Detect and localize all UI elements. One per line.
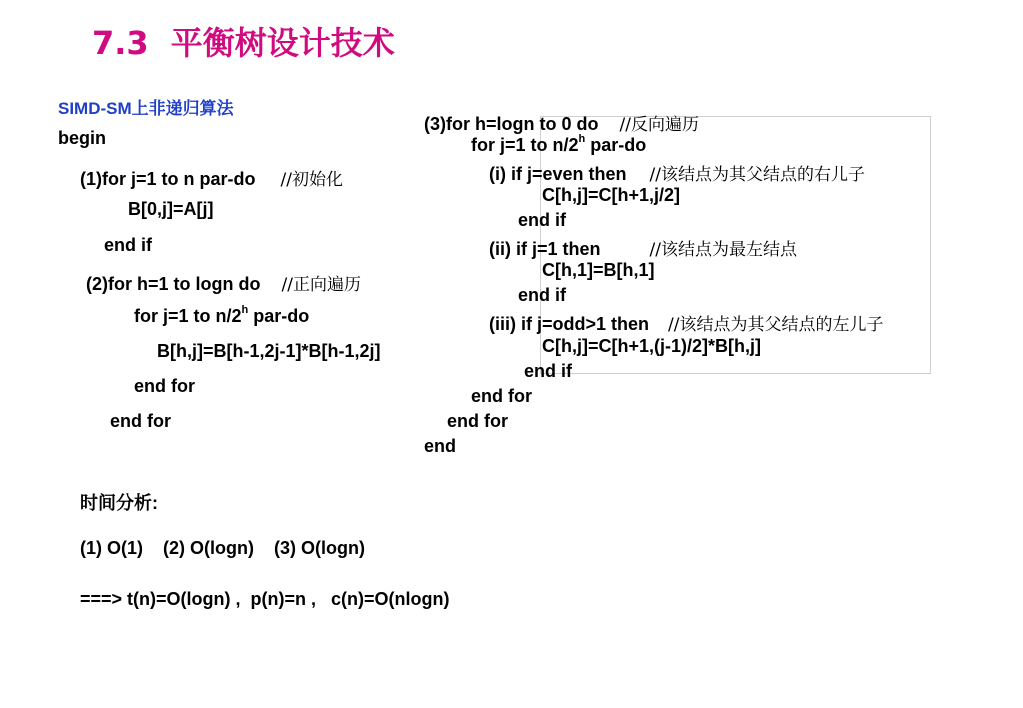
section-title: 平衡树设计技术 — [170, 24, 395, 62]
step3-comment: //反向遍历 — [619, 115, 699, 135]
code-step1 — [80, 165, 343, 190]
code-assign-bh: B[h,j]=B[h-1,2j-1]*B[h-1,2j] — [157, 341, 381, 361]
for-inner-right-post: par-do — [585, 135, 647, 155]
algorithm-subtitle: SIMD-SM上非递归算法 — [58, 99, 234, 118]
step3-text: (3)for h=logn to 0 do — [424, 114, 599, 134]
code-assign2: C[h,1]=B[h,1] — [542, 260, 655, 280]
code-end: end — [424, 436, 457, 456]
code-endfor-inner-right: end for — [471, 386, 532, 406]
code-step3 — [424, 110, 699, 135]
for-inner-right-sup: h — [578, 133, 586, 145]
code-case1 — [489, 160, 865, 185]
code-assign3: C[h,j]=C[h+1,(j-1)/2]*B[h,j] — [542, 336, 761, 356]
page-title — [92, 18, 395, 64]
code-endif3: end if — [524, 361, 572, 381]
code-for-inner-left — [134, 306, 309, 327]
code-endif-left: end if — [104, 235, 152, 255]
for-inner-post: par-do — [248, 306, 310, 326]
for-inner-right-text: for j=1 to n/2 — [471, 135, 579, 155]
analysis-heading: 时间分析: — [80, 493, 158, 513]
case2-comment: //该结点为最左结点 — [649, 240, 797, 260]
analysis-line1: (1) O(1) (2) O(logn) (3) O(logn) — [80, 538, 365, 558]
step2-comment: //正向遍历 — [281, 275, 361, 295]
code-endfor-outer-right: end for — [447, 411, 508, 431]
case1-comment: //该结点为其父结点的右儿子 — [649, 165, 866, 185]
case3-comment: //该结点为其父结点的左儿子 — [668, 315, 884, 335]
step1-comment: //初始化 — [280, 170, 343, 190]
case2-text: (ii) if j=1 then — [489, 239, 601, 259]
section-number: 7.3 — [92, 24, 149, 62]
step2-text: (2)for h=1 to logn do — [86, 274, 261, 294]
code-assign-b0: B[0,j]=A[j] — [128, 199, 214, 219]
code-begin: begin — [58, 128, 106, 148]
code-endfor-outer-left: end for — [110, 411, 171, 431]
code-case2 — [489, 235, 797, 260]
code-assign1: C[h,j]=C[h+1,j/2] — [542, 185, 681, 205]
code-for-inner-right — [471, 135, 646, 156]
code-endfor-inner-left: end for — [134, 376, 195, 396]
case1-text: (i) if j=even then — [489, 164, 627, 184]
for-inner-text: for j=1 to n/2 — [134, 306, 242, 326]
analysis-line2: ===> t(n)=O(logn) , p(n)=n , c(n)=O(nlogn) — [80, 589, 450, 609]
step1-text: (1)for j=1 to n par-do — [80, 169, 256, 189]
code-endif2: end if — [518, 285, 566, 305]
case3-text: (iii) if j=odd>1 then — [489, 314, 650, 334]
for-inner-sup: h — [241, 304, 249, 316]
code-case3 — [489, 310, 884, 335]
code-endif1: end if — [518, 210, 566, 230]
code-step2 — [86, 270, 361, 295]
